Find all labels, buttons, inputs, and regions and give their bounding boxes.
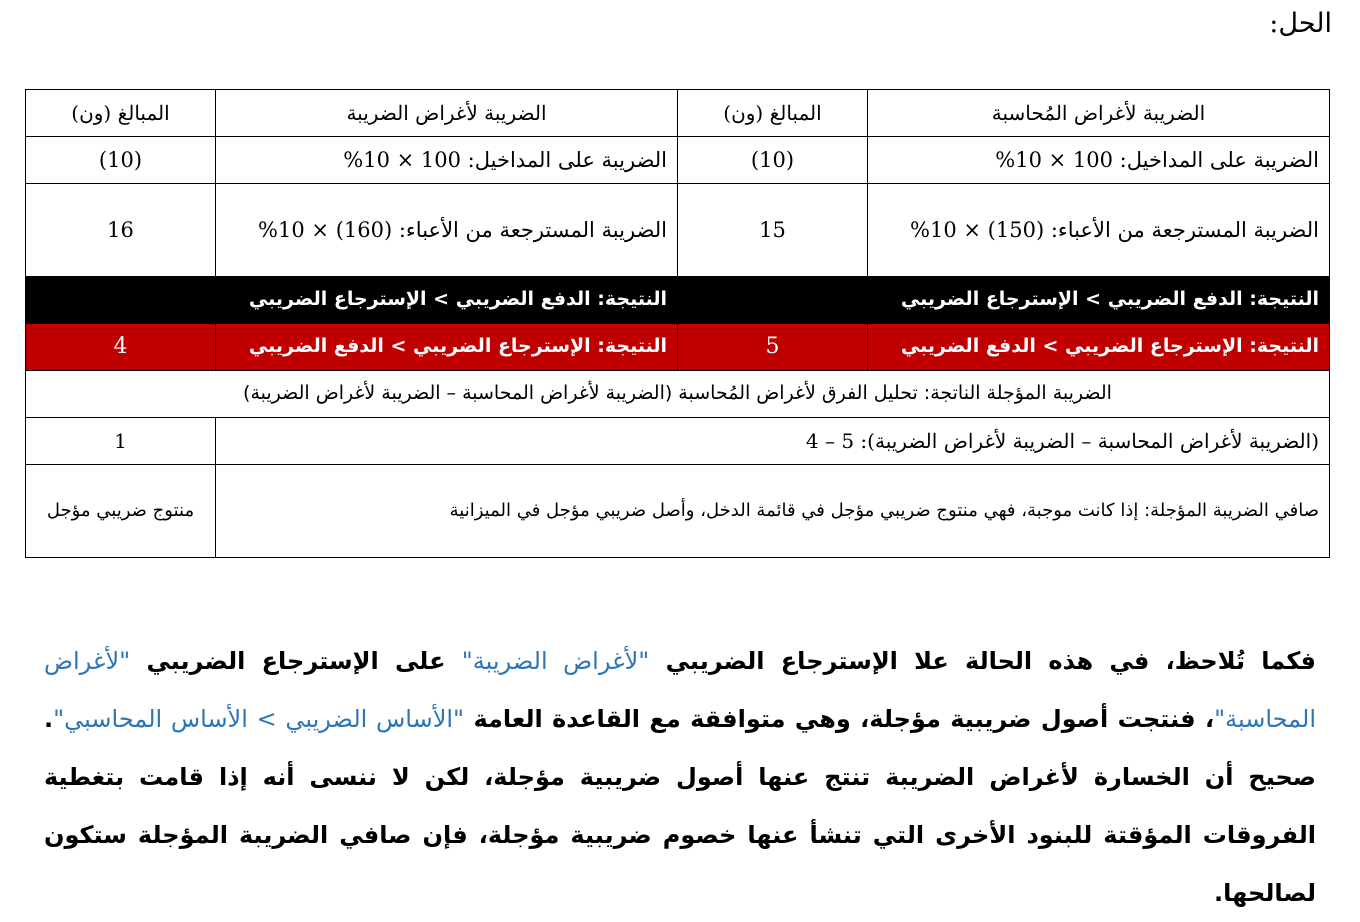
solution-table [25, 89, 1330, 558]
income-accounting-amount: (10) [678, 137, 868, 184]
recovered-tax-amount: 16 [26, 184, 216, 277]
income-tax-label: الضريبة على المداخيل: 100 × 10% [215, 137, 677, 184]
header-tax-label: الضريبة لأغراض الضريبة [215, 90, 677, 137]
income-tax-amount: (10) [26, 137, 216, 184]
result-recover-accounting-amount: 5 [678, 324, 868, 371]
result-recover-tax-amount: 4 [26, 324, 216, 371]
highlight-tax-purposes: "لأغراض الضريبة" [461, 647, 650, 675]
paragraph-part-1: فكما تُلاحظ، في هذه الحالة علا الإسترجاع الضريبي [649, 647, 1316, 675]
header-tax-amount: المبالغ (ون) [26, 90, 216, 137]
table-row-recovered [26, 184, 1330, 277]
table-row-result-recover [26, 324, 1330, 371]
net-deferred-label: صافي الضريبة المؤجلة: إذا كانت موجبة، فهي منتوج ضريبي مؤجل في قائمة الدخل، وأصل ضريبي مؤجل في الميزانية [215, 465, 1329, 558]
table-row-net [26, 465, 1330, 558]
solution-heading: الحل: [1269, 8, 1332, 39]
header-accounting-amount: المبالغ (ون) [678, 90, 868, 137]
recovered-accounting-label: الضريبة المسترجعة من الأعباء: (150) × 10% [867, 184, 1329, 277]
difference-amount: 1 [26, 418, 216, 465]
result-pay-tax: النتيجة: الدفع الضريبي > الإسترجاع الضريبي [26, 277, 678, 324]
result-recover-tax-label: النتيجة: الإسترجاع الضريبي > الدفع الضريبي [215, 324, 677, 371]
difference-label: (الضريبة لأغراض المحاسبة – الضريبة لأغراض الضريبة): 5 – 4 [215, 418, 1329, 465]
explanation-paragraph [44, 632, 1316, 922]
table-row-deferred [26, 371, 1330, 418]
table-row-difference [26, 418, 1330, 465]
result-pay-accounting: النتيجة: الدفع الضريبي > الإسترجاع الضريبي [678, 277, 1330, 324]
deferred-description: الضريبة المؤجلة الناتجة: تحليل الفرق لأغراض المُحاسبة (الضريبة لأغراض المحاسبة – الضريبة لأغراض الضريبة) [26, 371, 1330, 418]
highlight-general-rule: "الأساس الضريبي > الأساس المحاسبي" [53, 705, 465, 733]
paragraph-part-2: على الإسترجاع الضريبي [130, 647, 462, 675]
paragraph-part-3: ، فنتجت أصول ضريبية مؤجلة، وهي متوافقة مع القاعدة العامة [464, 705, 1215, 733]
paragraph-part-4: . صحيح أن الخسارة لأغراض الضريبة تنتج عنها أصول ضريبية مؤجلة، لكن لا ننسى أنه إذا قامت بتغطية الفروقات المؤقتة للبنود الأخرى التي تنشأ عنها خصوم ضريبية مؤجلة، فإن صافي الضريبة المؤجلة ستكون لصالحها. [44, 705, 1316, 907]
recovered-tax-label: الضريبة المسترجعة من الأعباء: (160) × 10% [215, 184, 677, 277]
table-row-result-pay [26, 277, 1330, 324]
income-accounting-label: الضريبة على المداخيل: 100 × 10% [867, 137, 1329, 184]
recovered-accounting-amount: 15 [678, 184, 868, 277]
net-deferred-amount: منتوج ضريبي مؤجل [26, 465, 216, 558]
result-recover-accounting-label: النتيجة: الإسترجاع الضريبي > الدفع الضريبي [867, 324, 1329, 371]
table-header-row [26, 90, 1330, 137]
table-row-income [26, 137, 1330, 184]
highlight-accounting-purposes: "لأغراض المحاسبة" [44, 647, 1317, 733]
header-accounting-label: الضريبة لأغراض المُحاسبة [867, 90, 1329, 137]
